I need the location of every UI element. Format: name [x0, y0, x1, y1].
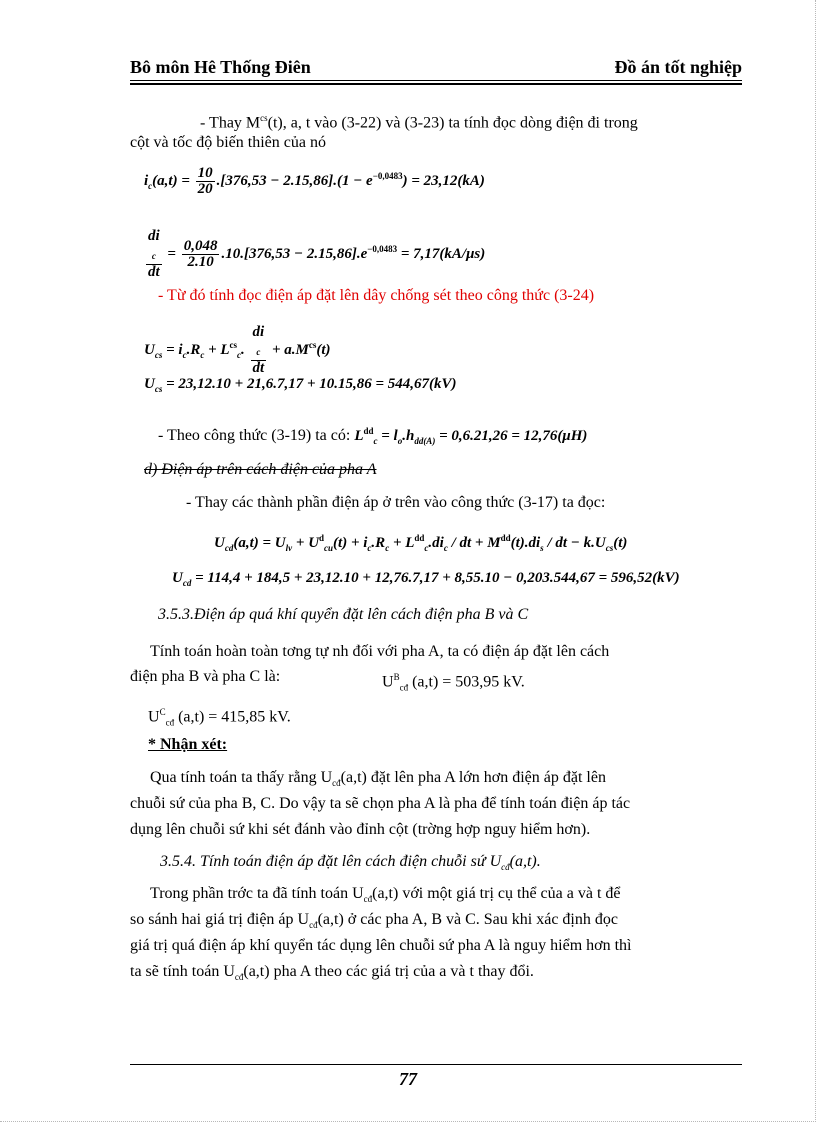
equation-ic: $i_c(a,t)$ = $\frac{10}{20}$ $.[376,53 - 2.15,86].(1 - e^{-0,0483}) = 23,12(kA)$: [144, 165, 485, 198]
heading-section-353: 3.5.3.Điện áp quá khí quyển đặt lên cách điện pha B và C: [158, 606, 529, 623]
header-rule-thick: [130, 83, 742, 85]
para-phase-bc-line2: điện pha B và pha C là:: [130, 668, 281, 685]
value-ub: $U^B_{cđ}$ (a,t) = 503,95 kV.: [382, 672, 525, 693]
heading-phase-a-voltage: d) Điện áp trên cách điện của pha A: [144, 461, 377, 478]
page-number: 77: [399, 1069, 417, 1089]
value-uc: $U^C_{cđ}$ (a,t) = 415,85 kV.: [148, 707, 291, 728]
equation-ucs-value: $U_{cs} = 23,12.10 + 21,6.7,17 + 10.15,86 = 544,67(kV)$: [144, 376, 457, 394]
heading-section-354: 3.5.4. Tính toán điện áp đặt lên cách điện chuỗi sứ $U_{cđ}(a,t)$.: [160, 853, 541, 873]
para-substitute-components: - Thay các thành phần điện áp ở trên vào công thức (3-17) ta đọc:: [186, 494, 606, 511]
equation-dic-dt: di $_c$ dt = $\frac{0,048}{2.10}$ $.10.[376,53 - 2.15,86].e^{-0,0483} = 7,17(kA/\mu s)$: [148, 228, 486, 280]
header-thesis: Đồ án tốt nghiệp: [614, 57, 742, 77]
para-remark-line1: Qua tính toán ta thấy rằng $U_{cđ}(a,t)$ đặt lên pha A lớn hơn điện áp đặt lên: [150, 769, 606, 789]
header-department: Bô môn Hê Thống Điên: [130, 57, 311, 77]
equation-ucs-formula: $U_{cs} = i_c.R_c + L^{cs}_c$. di $_c$ dt + $a.M^{cs}(t)$: [144, 324, 331, 376]
fraction-10-20: $\frac{10}{20}$: [197, 165, 213, 198]
para-remark-line2: chuỗi sứ của pha B, C. Do vậy ta sẽ chọn pha A là pha để tính toán điện áp tác: [130, 795, 631, 812]
para-final-line3: giá trị quá điện áp khí quyển tác dụng lên chuỗi sứ pha A là nguy hiểm hơn thì: [130, 937, 632, 954]
equation-ucd-formula: $U_{cd}(a,t) = U_{lv} + U^d_{cu}(t) + i_c.R_c + L^{dd}_c.di_c$ / dt + $M^{dd}(t).di_s$ / dt − $k.U_{cs}(t)$: [214, 533, 628, 553]
equation-ldd: $L^{dd}_c = l_o.h_{dd(A)} = 0,6.21,26 = 12,76(\mu H)$: [354, 426, 588, 446]
footer-rule: [130, 1064, 742, 1065]
para-formula-319: - Theo công thức (3-19) ta có: $L^{dd}_c = l_o.h_{dd(A)} = 0,6.21,26 = 12,76(\mu H)$: [158, 426, 588, 446]
page-header: [130, 57, 742, 81]
equation-ucd-value: $U_{cd} = 114,4 + 184,5 + 23,12.10 + 12,76.7,17 + 8,55.10 - 0,203.544,67 = 596,52(kV)$: [172, 570, 680, 588]
para-final-line1: Trong phần trớc ta đã tính toán $U_{cđ}(a,t)$ với một giá trị cụ thể của a và t để: [150, 885, 621, 905]
para-substitute-line1: - Thay $M^{cs}(t)$, a, t vào (3-22) và (3-23) ta tính đọc dòng điện đi trong: [200, 113, 638, 132]
para-line-voltage-red: - Từ đó tính đọc điện áp đặt lên dây chống sét theo công thức (3-24): [158, 287, 595, 304]
para-remark-line3: dụng lên chuỗi sứ khi sét đánh vào đỉnh cột (trờng hợp nguy hiểm hơn).: [130, 821, 591, 838]
fraction-0048-210: $\frac{0,048}{2.10}$: [183, 238, 218, 270]
para-final-line4: ta sẽ tính toán $U_{cđ}(a,t)$ pha A theo các giá trị của a và t thay đổi.: [130, 963, 534, 983]
fraction-dic-dt-2: di $_c$ dt: [252, 324, 265, 376]
header-rule-thin: [130, 80, 742, 81]
remark-label: * Nhận xét:: [148, 736, 228, 753]
fraction-dic-dt: di $_c$ dt: [148, 228, 160, 280]
para-substitute-line2: cột và tốc độ biến thiên của nó: [130, 134, 326, 151]
para-final-line2: so sánh hai giá trị điện áp $U_{cđ}(a,t)$ ở các pha A, B và C. Sau khi xác định đọc: [130, 911, 618, 931]
para-phase-bc-line1: Tính toán hoàn toàn tơng tự nh đối với pha A, ta có điện áp đặt lên cách: [150, 643, 610, 660]
